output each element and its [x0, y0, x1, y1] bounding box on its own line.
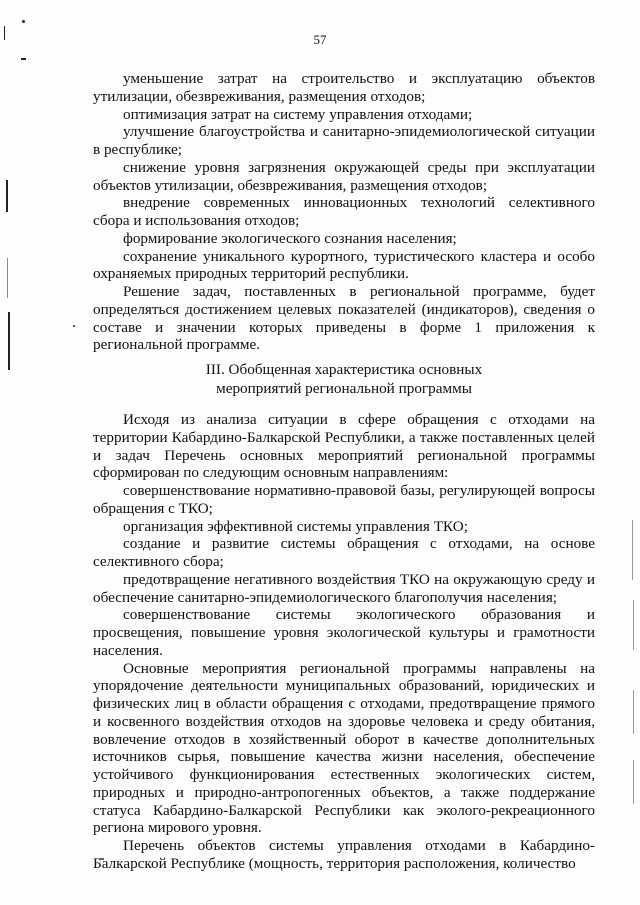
scan-mark — [6, 180, 8, 212]
paragraph: Исходя из анализа ситуации в сфере обращения с отходами на территории Кабардино-Балкарской Республики, а также поставленных целей и задач Перечень основных мероприятий региональной программы сформирован по следующим основным направлениям: — [93, 411, 595, 482]
paragraph: сохранение уникального курортного, туристического кластера и особо охраняемых природных территорий республики. — [93, 247, 595, 283]
document-body — [93, 70, 595, 873]
paragraph: улучшение благоустройства и санитарно-эпидемиологической ситуации в республике; — [93, 123, 595, 158]
paragraph: Решение задач, поставленных в региональной программе, будет определяться достижением целевых показателей (индикаторов), сведения о составе и значении которых приведены в форме 1 приложения к региональной программе. — [93, 283, 595, 354]
scan-mark — [8, 312, 10, 370]
page-number: 57 — [313, 32, 327, 47]
paragraph: оптимизация затрат на систему управления отходами; — [123, 105, 473, 123]
scan-mark — [632, 520, 633, 580]
paragraph: формирование экологического сознания населения; — [123, 229, 457, 247]
scan-mark — [22, 20, 25, 23]
scan-mark — [21, 58, 26, 60]
scan-mark — [633, 600, 634, 650]
paragraph: снижение уровня загрязнения окружающей среды при эксплуатации объектов утилизации, обезвреживания, размещения отходов; — [93, 158, 595, 194]
paragraph: организация эффективной системы управления ТКО; — [123, 517, 468, 535]
paragraph: Основные мероприятия региональной программы направлены на упорядочение деятельности муниципальных образований, юридических и физических лиц в области обращения с отходами, предотвращение прямого и косвенного воздействия отходов на здоровье человека и среду обитания, вовлечение отходов в хозяйственный оборот в качестве дополнительных источников сырья, повышение качества жизни населения, обеспечение устойчивого функционирования естественных экологических систем, природных и природно-антропогенных объектов, а также поддержание статуса Кабардино-Балкарской Республики как эколого-рекреационного региона мирового уровня. — [93, 659, 595, 837]
section-heading-line: III. Обобщенная характеристика основных — [205, 361, 483, 378]
paragraph: внедрение современных инновационных технологий селективного сбора и использования отходов; — [93, 194, 595, 229]
paragraph: уменьшение затрат на строительство и эксплуатацию объектов утилизации, обезвреживания, размещения отходов; — [93, 70, 595, 105]
paragraph: предотвращение негативного воздействия ТКО на окружающую среду и обеспечение санитарно-эпидемиологического благополучия населения; — [93, 570, 595, 606]
scan-mark — [633, 690, 634, 734]
section-heading — [93, 361, 595, 398]
section-heading-line: мероприятий региональной программы — [216, 379, 472, 397]
scan-mark — [7, 258, 8, 298]
paragraph: совершенствование нормативно-правовой базы, регулирующей вопросы обращения с ТКО; — [93, 482, 595, 517]
paragraph: Перечень объектов системы управления отходами в Кабардино-Балкарской Республике (мощность, территория расположения, количество — [93, 837, 595, 872]
scan-mark — [633, 760, 634, 804]
scan-mark — [73, 325, 75, 327]
paragraph: совершенствование системы экологического образования и просвещения, повышение уровня экологической культуры и грамотности населения. — [93, 606, 595, 659]
paragraph: создание и развитие системы обращения с отходами, на основе селективного сбора; — [93, 535, 595, 570]
